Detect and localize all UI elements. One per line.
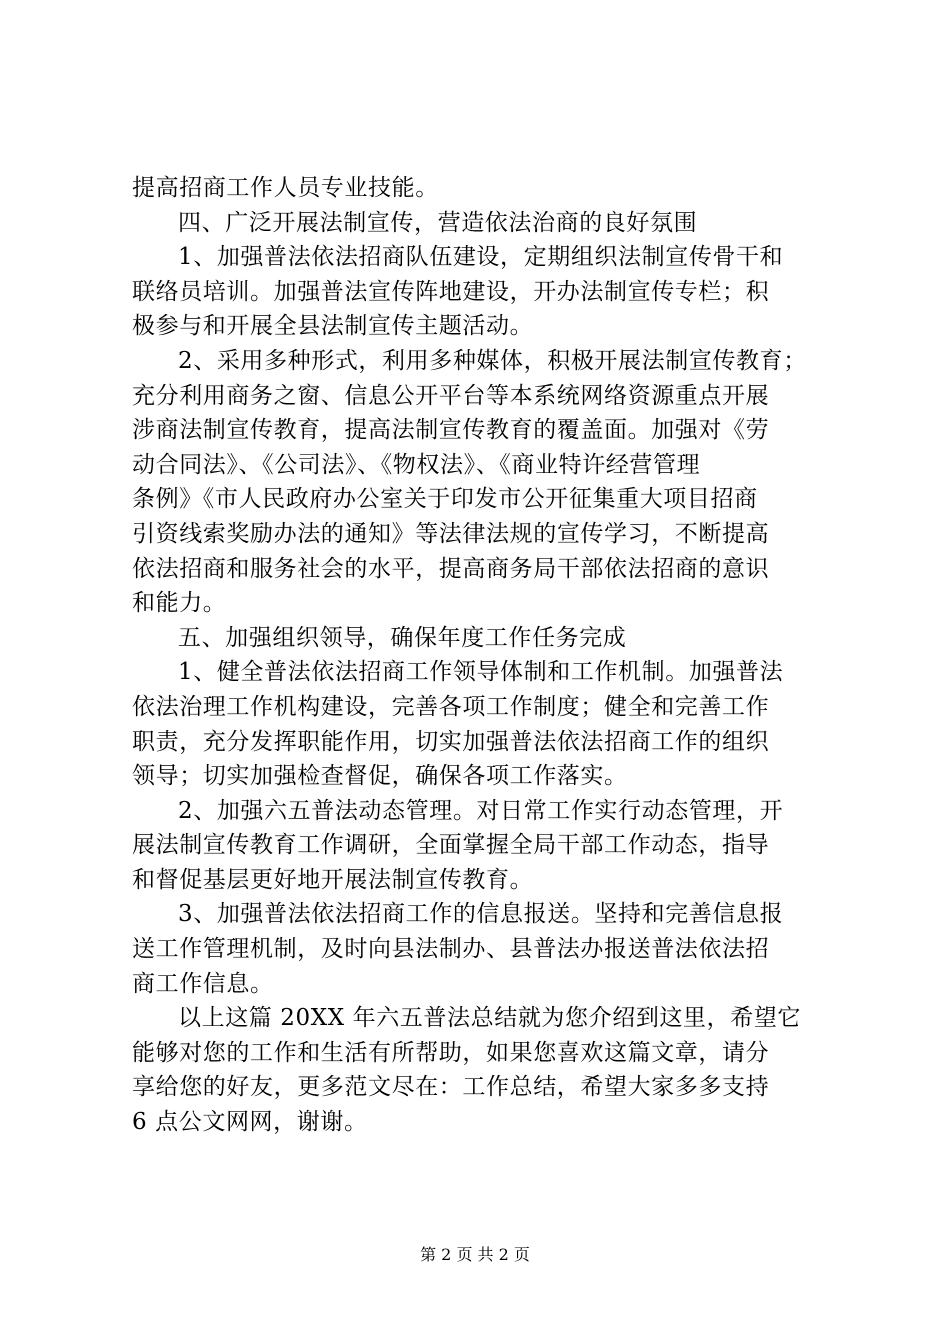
text-line: 条例》《市人民政府办公室关于印发市公开征集重大项目招商 bbox=[132, 486, 758, 513]
text-line: 1、健全普法依法招商工作领导体制和工作机制。加强普法 bbox=[178, 659, 784, 686]
text-line: 四、广泛开展法制宣传，营造依法治商的良好氛围 bbox=[178, 209, 698, 236]
text-line: 联络员培训。加强普法宣传阵地建设，开办法制宣传专栏；积 bbox=[132, 278, 770, 305]
text-line: 享给您的好友，更多范文尽在：工作总结，希望大家多多支持 bbox=[132, 1074, 770, 1101]
text-line: 依法治理工作机构建设，完善各项工作制度；健全和完善工作 bbox=[132, 693, 770, 720]
text-line: 2、采用多种形式，利用多种媒体，积极开展法制宣传教育； bbox=[178, 347, 807, 374]
text-line: 依法招商和服务社会的水平，提高商务局干部依法招商的意识 bbox=[132, 555, 770, 582]
text-line: 6 点公文网网，谢谢。 bbox=[132, 1109, 368, 1136]
text-line: 和能力。 bbox=[132, 590, 227, 617]
text-line: 能够对您的工作和生活有所帮助，如果您喜欢这篇文章，请分 bbox=[132, 1039, 770, 1066]
text-line: 商工作信息。 bbox=[132, 970, 274, 997]
text-line: 职责，充分发挥职能作用，切实加强普法依法招商工作的组织 bbox=[132, 728, 770, 755]
text-line: 引资线索奖励办法的通知》等法律法规的宣传学习，不断提高 bbox=[132, 520, 770, 547]
text-line: 以上这篇 20XX 年六五普法总结就为您介绍到这里，希望它 bbox=[178, 1005, 802, 1032]
page-footer: 第 2 页 共 2 页 bbox=[420, 1245, 530, 1264]
text-line: 涉商法制宣传教育，提高法制宣传教育的覆盖面。加强对《劳 bbox=[132, 417, 770, 444]
text-line: 领导；切实加强检查督促，确保各项工作落实。 bbox=[132, 763, 628, 790]
text-line: 送工作管理机制，及时向县法制办、县普法办报送普法依法招 bbox=[132, 936, 770, 963]
text-line: 3、加强普法依法招商工作的信息报送。坚持和完善信息报 bbox=[178, 901, 784, 928]
text-line: 极参与和开展全县法制宣传主题活动。 bbox=[132, 313, 534, 340]
text-line: 展法制宣传教育工作调研，全面掌握全局干部工作动态，指导 bbox=[132, 832, 770, 859]
text-line: 动合同法》、《公司法》、《物权法》、《商业特许经营管理 bbox=[132, 451, 701, 478]
text-line: 充分利用商务之窗、信息公开平台等本系统网络资源重点开展 bbox=[132, 382, 770, 409]
text-line: 提高招商工作人员专业技能。 bbox=[132, 175, 439, 201]
document-body bbox=[132, 171, 832, 1140]
text-line: 五、加强组织领导，确保年度工作任务完成 bbox=[178, 624, 627, 651]
text-line: 1、加强普法依法招商队伍建设，定期组织法制宣传骨干和 bbox=[178, 244, 784, 271]
text-line: 和督促基层更好地开展法制宣传教育。 bbox=[132, 866, 534, 893]
text-line: 2、加强六五普法动态管理。对日常工作实行动态管理，开 bbox=[178, 797, 784, 824]
